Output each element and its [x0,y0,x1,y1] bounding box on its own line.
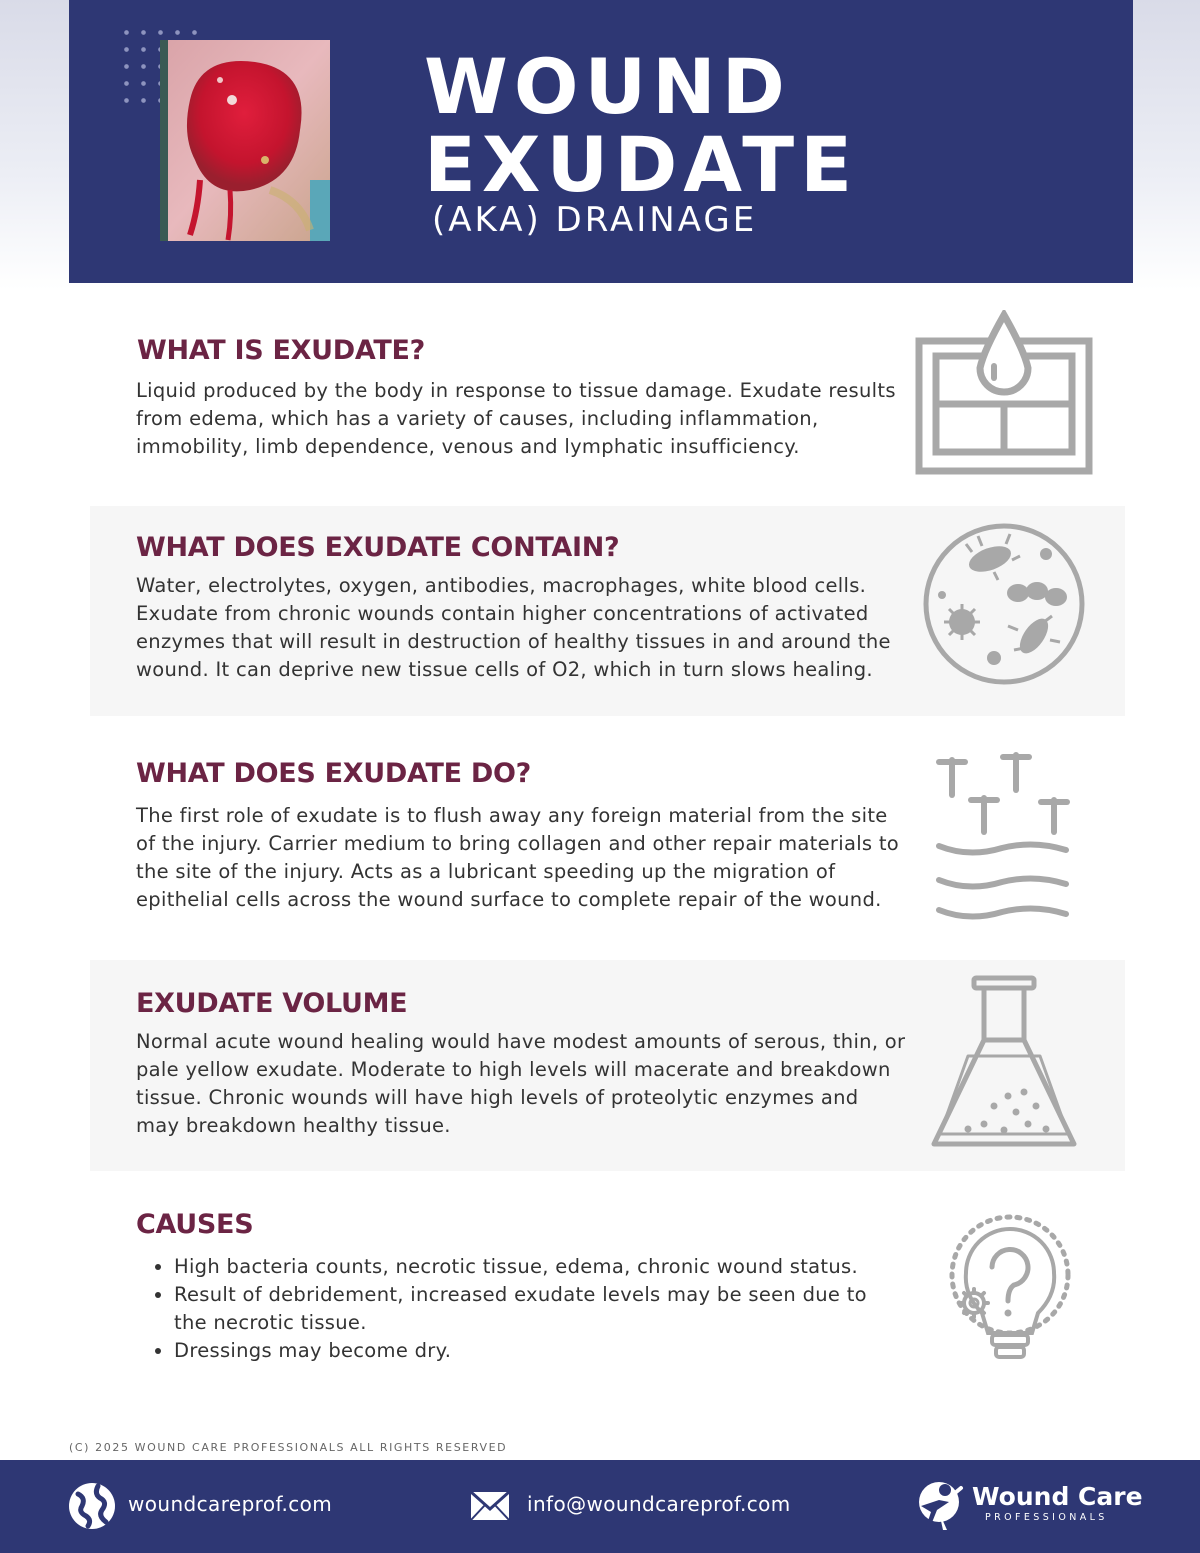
section-body: Liquid produced by the body in response to tissue damage. Exudate results from edema, which has a variety of causes, including inflammation, immobility, limb dependence, venous and lymphatic insufficiency. [136,379,896,458]
section-body [136,1253,906,1365]
section-heading: CAUSES [136,1209,254,1240]
title-line-2: EXUDATE [424,120,858,209]
section-body: Normal acute wound healing would have modest amounts of serous, thin, or pale yellow exudate. Moderate to high levels will macerate and breakdown tissue. Chronic wounds will have high levels of proteolytic enzymes and may breakdown healthy tissue. [136,1030,906,1137]
globe-icon [68,1482,116,1534]
section-what-is-exudate [90,305,1125,495]
brand-logo-icon [915,1478,965,1536]
section-what-does-exudate-do [90,730,1125,950]
copyright-notice: (C) 2025 WOUND CARE PROFESSIONALS ALL RIGHTS RESERVED [69,1441,508,1454]
page-title [424,42,858,209]
wound-photo [160,40,330,241]
bandage-drop-icon [914,310,1094,479]
section-heading: WHAT IS EXUDATE? [137,335,426,366]
email-link[interactable]: info@woundcareprof.com [527,1492,791,1516]
section-heading: WHAT DOES EXUDATE DO? [136,758,532,789]
list-item: • High bacteria counts, necrotic tissue, edema, chronic wound status. [174,1253,906,1281]
section-causes [90,1185,1125,1405]
section-body: Water, electrolytes, oxygen, antibodies, macrophages, white blood cells. Exudate from chronic wounds contain higher concentrations of activated enzymes that will result in destruction of healthy tissues in and around the wound. It can deprive new tissue cells of O2, which in turn slows healing. [136,574,891,681]
brand-name: Wound Care [972,1482,1143,1511]
brand-subtitle: PROFESSIONALS [985,1512,1108,1523]
flask-icon [928,974,1080,1156]
fluid-arrows-icon [934,750,1074,926]
website-link[interactable]: woundcareprof.com [128,1492,333,1516]
section-heading: EXUDATE VOLUME [136,988,408,1019]
causes-list [136,1253,906,1365]
envelope-icon [470,1491,510,1525]
footer [0,1460,1200,1553]
section-heading: WHAT DOES EXUDATE CONTAIN? [136,532,620,563]
list-item: • Dressings may become dry. [174,1337,906,1365]
lightbulb-question-icon [948,1213,1074,1367]
page-subtitle: (AKA) DRAINAGE [432,200,758,240]
section-body: The first role of exudate is to flush away any foreign material from the site of the injury. Carrier medium to bring collagen and other repair materials to the site of the injury. Acts as a lubricant speeding up the migration of epithelial cells across the wound surface to complete repair of the wound. [136,804,900,911]
petri-dish-bacteria-icon [922,522,1086,690]
title-line-1: WOUND [424,42,791,131]
section-what-does-exudate-contain [90,506,1125,716]
section-exudate-volume [90,960,1125,1171]
list-item: • Result of debridement, increased exudate levels may be seen due to the necrotic tissue. [174,1281,906,1337]
